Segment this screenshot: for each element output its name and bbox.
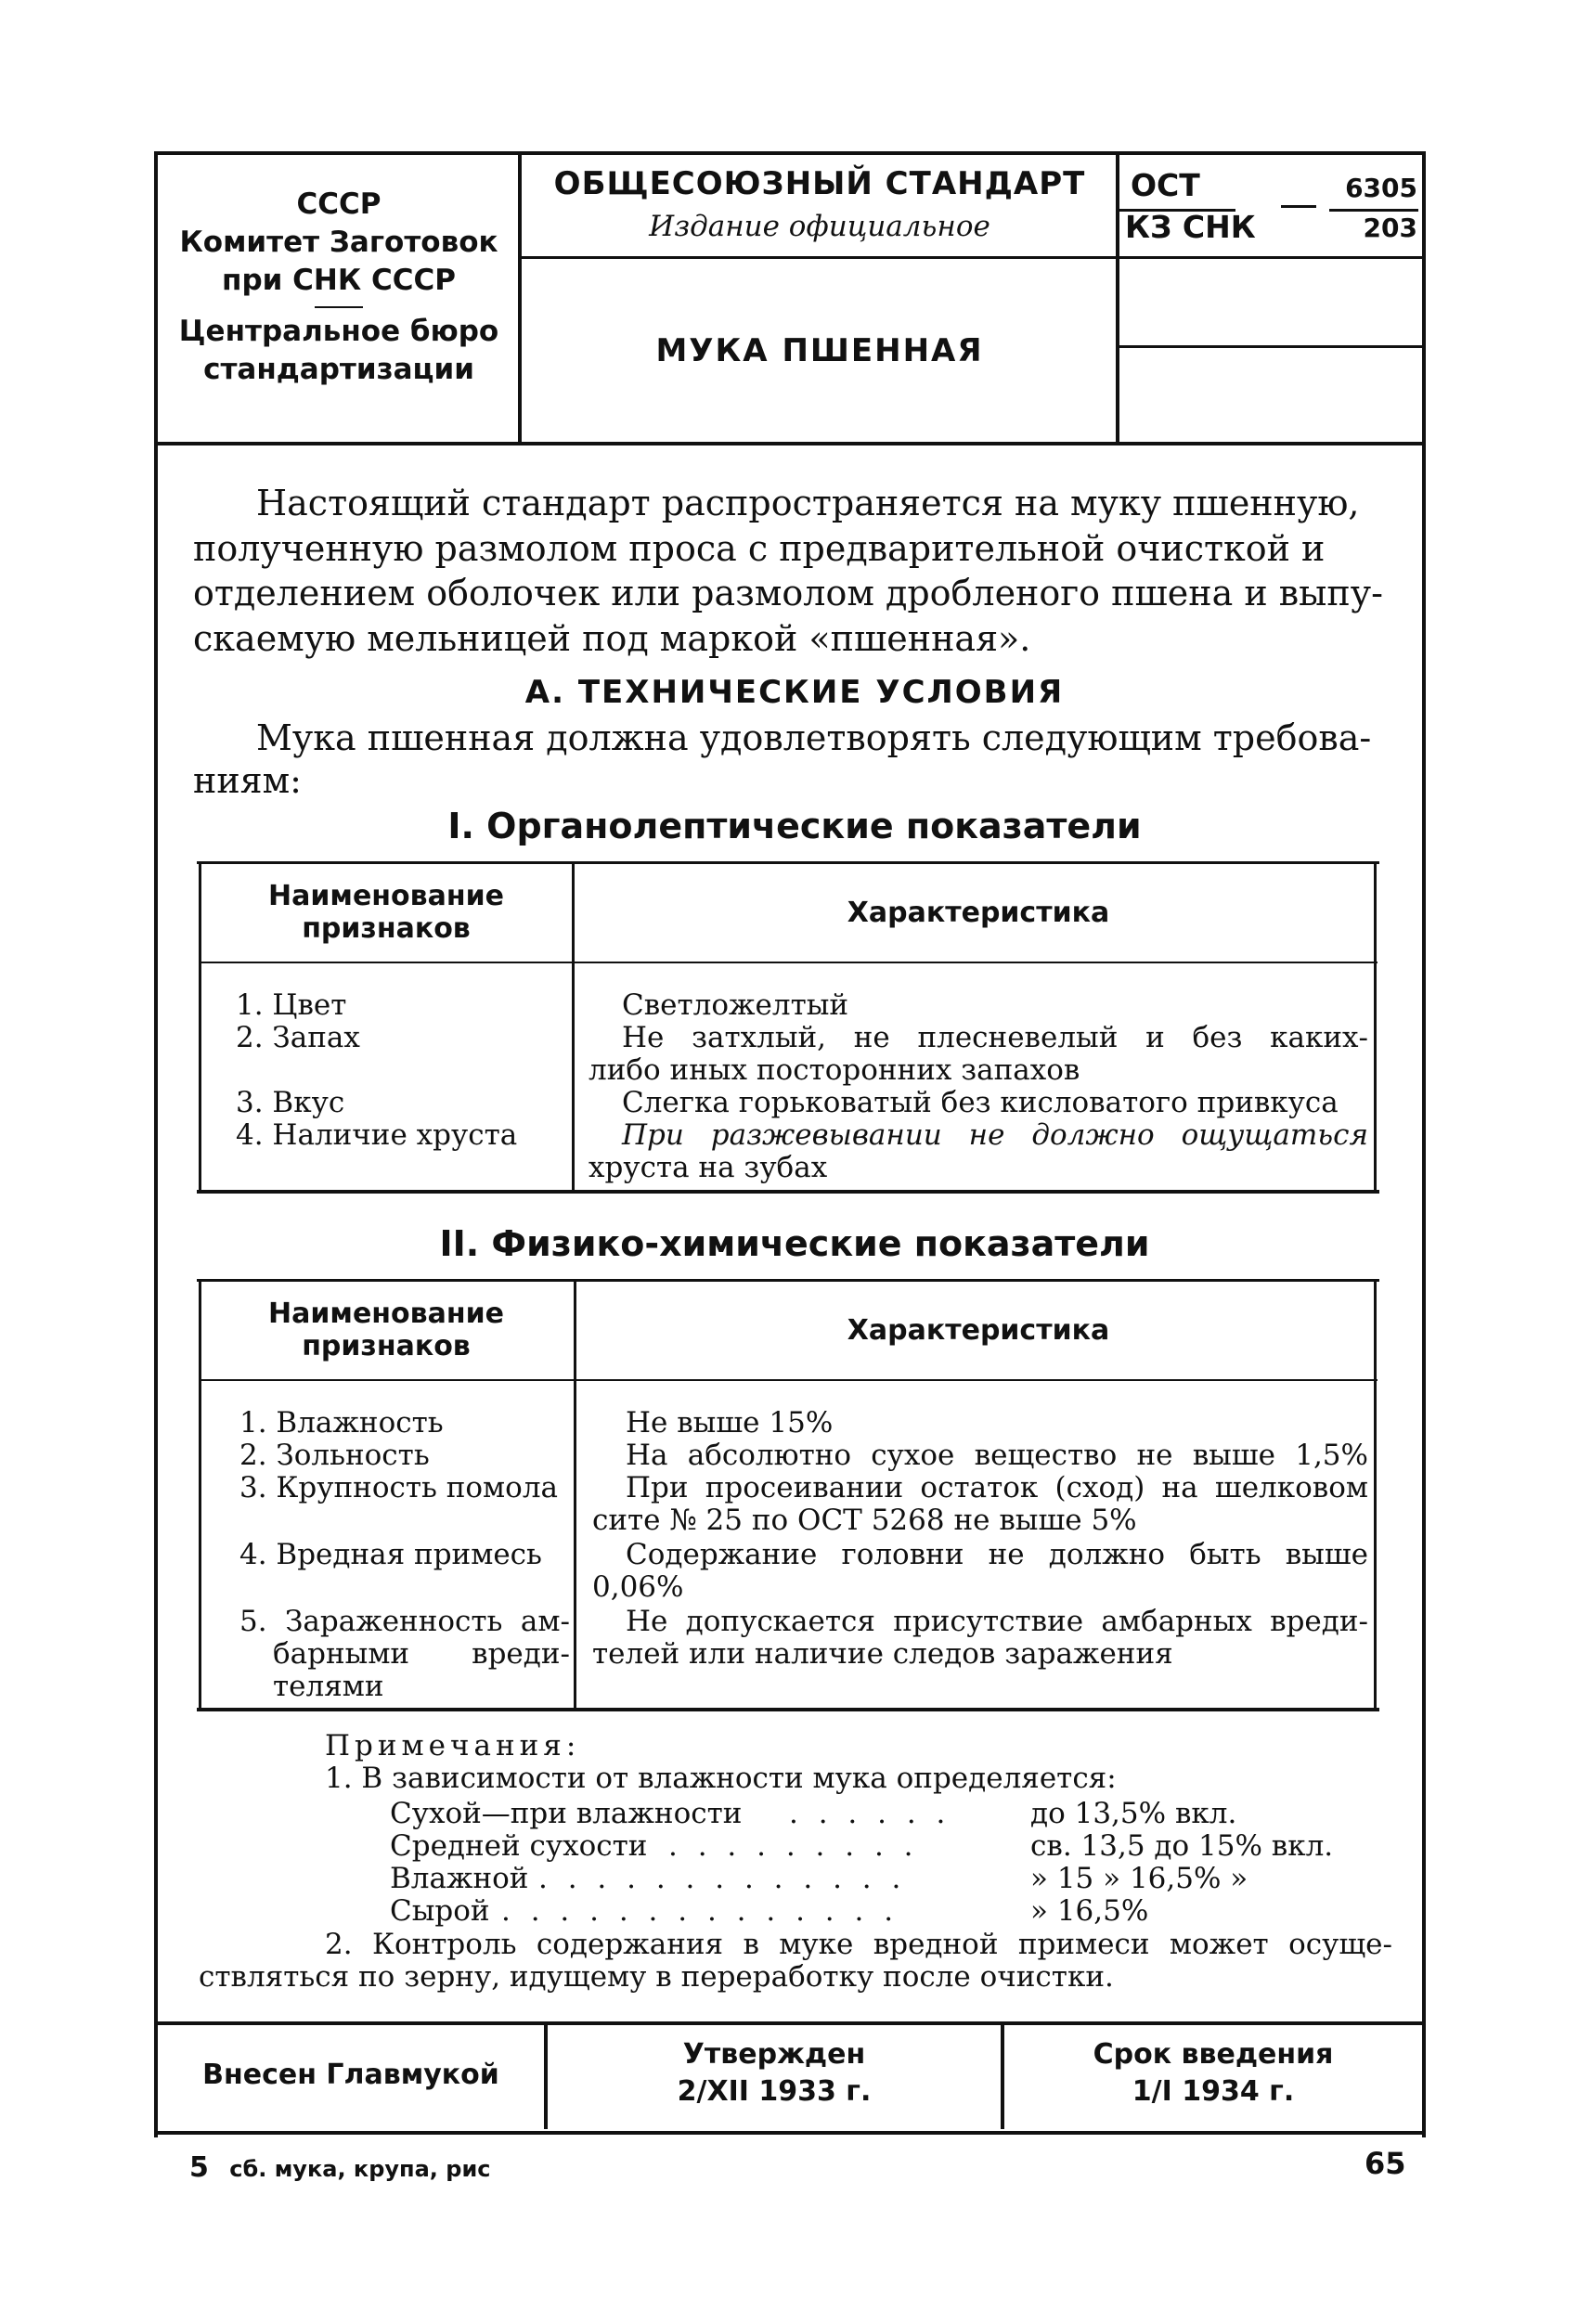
table-row-name: 2. Запах <box>236 1021 360 1054</box>
grade-label: Сухой—при влажности <box>390 1797 743 1830</box>
grade-label: Средней сухости <box>390 1829 648 1863</box>
physicochemical-table <box>199 1279 1378 1715</box>
section-heading: А. ТЕХНИЧЕСКИЕ УСЛОВИЯ <box>524 674 1065 711</box>
column-header-name <box>199 880 574 945</box>
submitted-by: Внесен Главмукой <box>202 2059 499 2091</box>
signature-number <box>189 2151 491 2184</box>
table-row-characteristic: При просеивании остаток (сход) на шелковом <box>626 1471 1368 1504</box>
header-bottom-rule <box>154 442 1426 445</box>
designation-number-1: 6305 <box>1345 173 1417 203</box>
table-row-characteristic: Не допускается присутствие амбарных вреди- <box>626 1605 1368 1638</box>
approved-date: 2/XII 1933 г. <box>677 2075 872 2108</box>
table-row-characteristic: хруста на зубах <box>589 1151 828 1184</box>
note-2-line-2: ствляться по зерну, идущему в переработку после очистки. <box>199 1960 1114 1994</box>
footer-top-rule <box>154 2021 1426 2025</box>
notes-heading: Примечания: <box>325 1729 581 1762</box>
table-row-characteristic: На абсолютно сухое вещество не выше 1,5% <box>626 1439 1368 1472</box>
table-row-characteristic: либо иных посторонних запахов <box>589 1053 1080 1087</box>
table-row-name: барными вреди- <box>273 1637 570 1671</box>
grade-value: » 16,5% <box>1030 1894 1149 1928</box>
scope-paragraph <box>193 481 1396 662</box>
table-row-characteristic: телей или наличие следов заражения <box>592 1637 1173 1671</box>
note-2-line-1: 2. Контроль содержания в муке вредной примеси может осуще- <box>325 1928 1392 1961</box>
organoleptic-table <box>199 861 1378 1195</box>
bureau-line-2: стандартизации <box>203 353 474 387</box>
table2-title: II. Физико-химические показатели <box>439 1223 1150 1264</box>
grade-leader: . . . . . . . . . . . . . . <box>501 1894 899 1928</box>
committee-line-1: Комитет Заготовок <box>179 226 498 260</box>
requirement-line: ниям: <box>193 760 302 802</box>
table-rule <box>197 1708 1379 1711</box>
table-row-characteristic: При разжевывании не должно ощущаться <box>622 1118 1368 1152</box>
designation-blank-rule <box>1119 345 1422 348</box>
grade-value: » 15 » 16,5% » <box>1030 1862 1248 1895</box>
table-row-name: телями <box>273 1670 384 1703</box>
table-rule <box>199 962 1378 963</box>
scope-line: скаемую мельницей под маркой «пшенная». <box>193 617 1031 659</box>
table-row-characteristic: 0,06% <box>592 1570 684 1604</box>
product-name: МУКА ПШЕННАЯ <box>655 332 984 369</box>
standard-title: ОБЩЕСОЮЗНЫЙ СТАНДАРТ <box>553 165 1086 202</box>
designation-label-1: ОСТ <box>1131 167 1200 203</box>
standard-subtitle: Издание официальное <box>649 210 990 243</box>
effective-label: Срок введения <box>1093 2038 1334 2071</box>
scope-line: полученную размолом проса с предварительной очисткой и <box>193 527 1326 569</box>
header-divider-left <box>518 151 522 444</box>
table-rule <box>197 1279 1379 1282</box>
column-header-characteristic: Характеристика <box>847 897 1110 929</box>
table-row-name: 3. Вкус <box>236 1086 345 1119</box>
column-header-line: Наименование <box>268 880 504 912</box>
column-header-line: Наименование <box>268 1298 504 1330</box>
committee-line-2: при СНК СССР <box>222 264 456 298</box>
bureau-line-1: Центральное бюро <box>178 314 499 348</box>
requirement-paragraph <box>193 717 1396 803</box>
table-row-name: 1. Цвет <box>236 988 347 1022</box>
grade-leader: . . . . . . <box>789 1797 951 1830</box>
table-row-name: 4. Наличие хруста <box>236 1118 518 1152</box>
header-mid-rule <box>522 256 1116 259</box>
table-row-characteristic: Не выше 15% <box>626 1406 834 1440</box>
country-label: СССР <box>296 187 382 221</box>
table-row-characteristic: Не затхлый, не плесневелый и без каких- <box>622 1021 1368 1054</box>
page-number: 65 <box>1365 2146 1406 2181</box>
table-rule <box>197 861 1379 864</box>
table-row-name: 2. Зольность <box>239 1439 430 1472</box>
grade-leader: . . . . . . . . . <box>668 1829 919 1863</box>
column-header-line: признаков <box>302 912 471 946</box>
table-row-name: 4. Вредная примесь <box>239 1538 542 1571</box>
table-row-name: 5. Зараженность ам- <box>239 1605 570 1638</box>
column-header-line: признаков <box>302 1330 471 1363</box>
header-top-rule <box>154 151 1426 155</box>
column-header-name <box>199 1298 574 1362</box>
grade-label: Влажной <box>390 1862 529 1895</box>
requirement-line: Мука пшенная должна удовлетворять следующим требова- <box>256 717 1372 758</box>
table-column-divider <box>574 1279 576 1708</box>
designation-dash <box>1281 205 1316 208</box>
footer-bottom-rule <box>154 2131 1426 2135</box>
signature-digit: 5 <box>189 2151 209 2184</box>
table1-title: I. Органолептические показатели <box>447 806 1142 846</box>
scope-line: Настоящий стандарт распространяется на муку пшенную, <box>256 483 1360 523</box>
grade-leader: . . . . . . . . . . . . . <box>538 1862 907 1895</box>
authority-divider <box>315 306 363 308</box>
approved-label: Утвержден <box>682 2038 866 2071</box>
table-row-characteristic: Светложелтый <box>622 988 849 1022</box>
column-header-characteristic: Характеристика <box>847 1314 1110 1347</box>
grade-value: до 13,5% вкл. <box>1030 1797 1237 1830</box>
table-rule <box>197 1190 1379 1194</box>
header-divider-right <box>1116 151 1119 444</box>
scope-line: отделением оболочек или размолом дробленого пшена и выпу- <box>193 573 1383 614</box>
issuing-authority-block <box>162 186 515 389</box>
grade-label: Сырой <box>390 1894 490 1928</box>
note-1: 1. В зависимости от влажности мука определяется: <box>325 1762 1117 1795</box>
grade-value: св. 13,5 до 15% вкл. <box>1030 1829 1334 1863</box>
designation-number-2: 203 <box>1363 213 1417 243</box>
table-rule <box>199 1379 1378 1381</box>
table-row-characteristic: Слегка горьковатый без кисловатого привкуса <box>622 1086 1339 1119</box>
designation-underline-2 <box>1329 209 1418 212</box>
effective-date: 1/I 1934 г. <box>1132 2075 1295 2108</box>
designation-underline-3 <box>1119 256 1422 259</box>
designation-label-2: КЗ СНК <box>1125 209 1256 245</box>
table-row-characteristic: Содержание головни не должно быть выше <box>626 1538 1368 1571</box>
table-row-characteristic: сите № 25 по ОСТ 5268 не выше 5% <box>592 1504 1137 1537</box>
table-row-name: 3. Крупность помола <box>239 1471 559 1504</box>
table-row-name: 1. Влажность <box>239 1406 444 1440</box>
signature-text: сб. мука, крупа, рис <box>229 2156 491 2182</box>
